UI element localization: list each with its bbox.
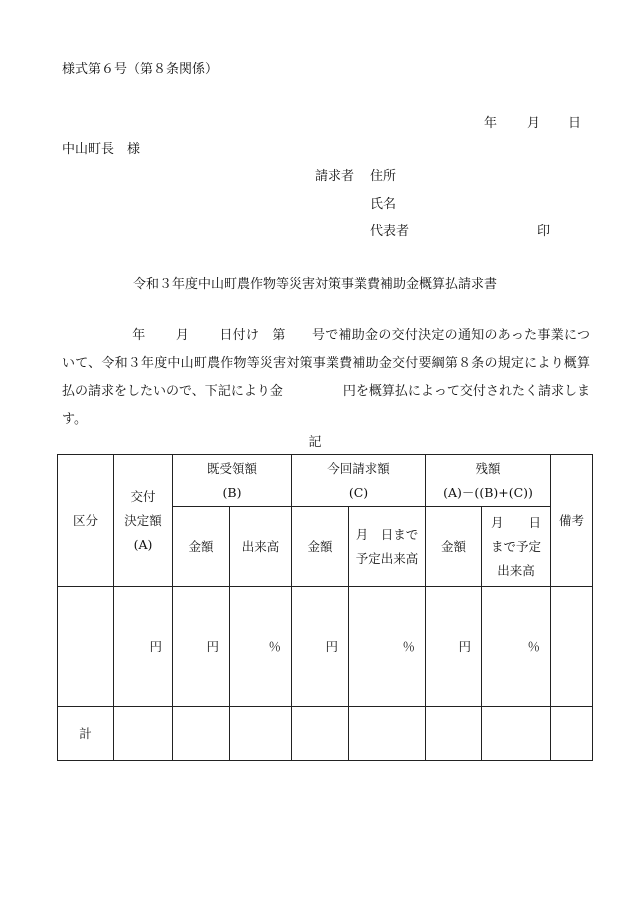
seal-mark: 印 [537,224,551,239]
konkai-progress-cell[interactable]: ％ [349,587,426,707]
kiju-dekidaka-header: 出来高 [230,507,292,587]
zan-dekidaka-header: 月 日 まで予定 出来高 [482,507,551,587]
zan-kingaku-header: 金額 [426,507,482,587]
kiju-kingaku-header: 金額 [173,507,230,587]
total-biko-cell[interactable] [551,707,593,761]
request-body-text [62,322,590,434]
kubun-header: 区分 [58,455,114,587]
konkai-dekidaka-header: 月 日まで 予定出来高 [349,507,426,587]
body-month: 月 [175,328,190,343]
zan-amount-cell[interactable]: 円 [426,587,482,707]
claim-table [57,454,593,761]
zan-progress-cell[interactable]: ％ [482,587,551,707]
date-line [484,112,581,131]
requester-label: 請求者 [315,169,355,184]
biko-cell[interactable] [551,587,593,707]
requester-name-label: 氏名 [370,197,397,212]
addressee: 中山町長 様 [62,142,141,157]
body-year: 年 [132,328,146,343]
row-kubun-cell[interactable] [58,587,114,707]
ki-heading: 記 [308,435,322,450]
requester-address-label: 住所 [370,169,397,184]
table-row [58,587,593,707]
body-end: 円を概算払によって交付されたく請求します。 [62,384,590,427]
body-main: 号で補助金の交付決定の通知のあった事業について、令和３年度中山町農作物等災害対策事業費補助金交付要綱第８条の規定により概算払の請求をしたいので、下記により金 [62,328,590,399]
total-konkai-progress-cell[interactable] [349,707,426,761]
konkai-amount-cell[interactable]: 円 [292,587,349,707]
total-zan-amount-cell[interactable] [426,707,482,761]
date-day: 日 [568,116,582,131]
biko-header: 備考 [551,455,593,587]
form-number: 様式第６号（第８条関係） [62,62,219,77]
document-title: 令和３年度中山町農作物等災害対策事業費補助金概算払請求書 [132,277,497,292]
date-year: 年 [484,116,498,131]
kiju-header: 既受領額 (B) [173,455,292,507]
zangaku-header: 残額 (A)－((B)+(C)) [426,455,551,507]
kofu-header: 交付 決定額 (A) [114,455,173,587]
total-label: 計 [58,707,114,761]
total-row [58,707,593,761]
total-zan-progress-cell[interactable] [482,707,551,761]
total-konkai-amount-cell[interactable] [292,707,349,761]
date-month: 月 [527,116,541,131]
body-date-number: 日付け 第 [219,328,286,343]
requester-representative-label: 代表者 [370,224,410,239]
total-kiju-amount-cell[interactable] [173,707,230,761]
konkai-kingaku-header: 金額 [292,507,349,587]
kiju-amount-cell[interactable]: 円 [173,587,230,707]
total-kiju-progress-cell[interactable] [230,707,292,761]
kofu-amount-cell[interactable]: 円 [114,587,173,707]
total-kofu-cell[interactable] [114,707,173,761]
kiju-progress-cell[interactable]: ％ [230,587,292,707]
konkai-header: 今回請求額 (C) [292,455,426,507]
